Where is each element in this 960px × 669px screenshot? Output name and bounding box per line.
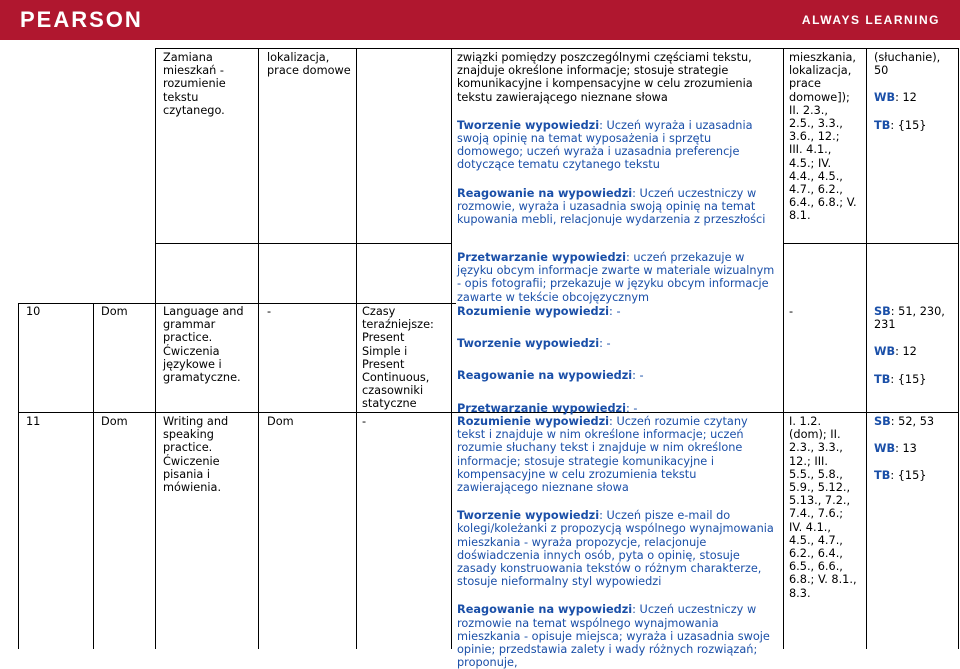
materials-wb: WB: 12 (874, 345, 917, 359)
pearson-logo: PEARSON (20, 7, 143, 32)
header-bar (0, 0, 960, 40)
materials-wb: WB: 12 (874, 91, 917, 105)
lesson-topic: Zamiana mieszkań - rozumienie tekstu czytanego. (163, 51, 226, 117)
requirements-cell (457, 51, 779, 241)
requirement-paragraph: Tworzenie wypowiedzi: - (457, 337, 611, 351)
vocabulary-cell: Dom (267, 415, 294, 428)
requirement-text: : uczeń przekazuje w języku obcym informacje zwarte w materiale wizualnym - opis fotografii; przekazuje w języku obcym informacje zawarte w tekście obcojęzycznym (457, 251, 775, 304)
lesson-number: 11 (26, 415, 41, 428)
materials-tb: TB: {15} (874, 372, 927, 386)
requirement-paragraph (457, 119, 779, 172)
requirement-paragraph: Reagowanie na wypowiedzi: Uczeń uczestniczy w rozmowie na temat wspólnego wynajmowania mieszkania - opisuje miejsca; wyraża i uzasadnia swoje opinie; przedstawia zalety i wady różnych rozwiązań; proponuje, (457, 603, 770, 669)
requirement-paragraph: Rozumienie wypowiedzi: - (457, 305, 621, 318)
materials-sb: SB: 52, 53 (874, 415, 935, 428)
requirement-label: Reagowanie na wypowiedzi (457, 186, 633, 200)
requirements-cell (457, 305, 779, 415)
requirement-paragraph: Przetwarzanie wypowiedzi: - (457, 401, 638, 415)
requirement-text: związki pomiędzy poszczególnymi częściami tekstu, znajduje określone informacje; stosuje strategie komunikacyjne i kompensacyjne w celu zrozumienia tekstu zawierającego nieznane słowa (457, 51, 753, 104)
requirement-paragraph: Tworzenie wypowiedzi: Uczeń pisze e-mail do kolegi/koleżanki z propozycją wspólnego wynajmowania mieszkania - wyraża propozycje, relacjonuje doświadczenia innych osób, pyta o opinię, stosuje zasady konstruowania tekstów o różnym charakterze, stosuje nieformalny styl wypowiedzi (457, 509, 774, 589)
curriculum-refs: - (789, 305, 794, 318)
requirement-text: : Uczeń uczestniczy w rozmowie, wyraża i uzasadnia swoją opinię na temat kupowania mebli, relacjonuje wydarzenia z przeszłości (457, 186, 766, 227)
requirement-label: Tworzenie wypowiedzi (457, 118, 600, 132)
curriculum-refs: I. 1.2. (dom); II. 2.3., 3.3., 12.; III. 5.5., 5.8., 5.9., 5.12., 5.13., 7.2., 7.4., 7.6.; IV. 4.1., 4.5., 4.7., 6.2., 6.4., 6.5., 6.6., 6.8.; V. 8.1., 8.3. (789, 415, 857, 600)
grammar-cell: - (362, 415, 367, 428)
requirement-label: Przetwarzanie wypowiedzi (457, 251, 626, 264)
requirements-cell (457, 415, 779, 669)
materials-tb: TB: {15} (874, 469, 927, 483)
materials-wb: WB: 13 (874, 442, 917, 456)
materials-text: (słuchanie), (874, 51, 941, 64)
header-tagline: ALWAYS LEARNING (801, 13, 940, 27)
grammar-cell: Czasy teraźniejsze: Present Simple i Present Continuous, czasowniki statyczne (362, 305, 434, 411)
requirement-paragraph: Rozumienie wypowiedzi: Uczeń rozumie czytany tekst i znajduje w nim określone informacje; uczeń rozumie słuchany tekst i znajduje w nim określone informacje; stosuje strategie komunikacyjne i kompensacyjne w celu zrozumienia tekstu zawierającego nieznane słowa (457, 415, 748, 495)
lesson-topic: Writing and speaking practice. Ćwiczenie pisania i mówienia. (163, 415, 229, 495)
materials-sb: SB: 51, 230, 231 (874, 305, 945, 332)
curriculum-refs: mieszkania, lokalizacja, prace domowe]); II. 2.3., 2.5., 3.3., 3.6., 12.; III. 4.1., 4.5.; IV. 4.4., 4.5., 4.7., 6.2., 6.4., 6.8.; V. 8.1. (789, 51, 857, 223)
requirement-paragraph: Reagowanie na wypowiedzi: - (457, 369, 644, 383)
vocabulary-cell: - (267, 305, 272, 318)
vocabulary-cell: lokalizacja, prace domowe (267, 51, 351, 78)
requirement-text: : Uczeń wyraża i uzasadnia swoją opinię na temat wyposażenia i sprzętu domowego; uczeń wyraża i uzasadnia preferencje dotyczące tematu czytanego tekstu (457, 118, 753, 172)
lesson-type: Dom (101, 415, 128, 428)
requirement-paragraph (457, 251, 779, 304)
lesson-type: Dom (101, 305, 128, 318)
materials-cell (874, 415, 958, 483)
lesson-topic: Language and grammar practice. Ćwiczenia językowe i gramatyczne. (163, 305, 244, 385)
lesson-number: 10 (26, 305, 41, 318)
materials-tb: TB: {15} (874, 118, 927, 132)
requirement-paragraph (457, 187, 779, 227)
materials-text: 50 (874, 64, 889, 78)
materials-cell (874, 51, 958, 132)
materials-cell (874, 305, 958, 386)
